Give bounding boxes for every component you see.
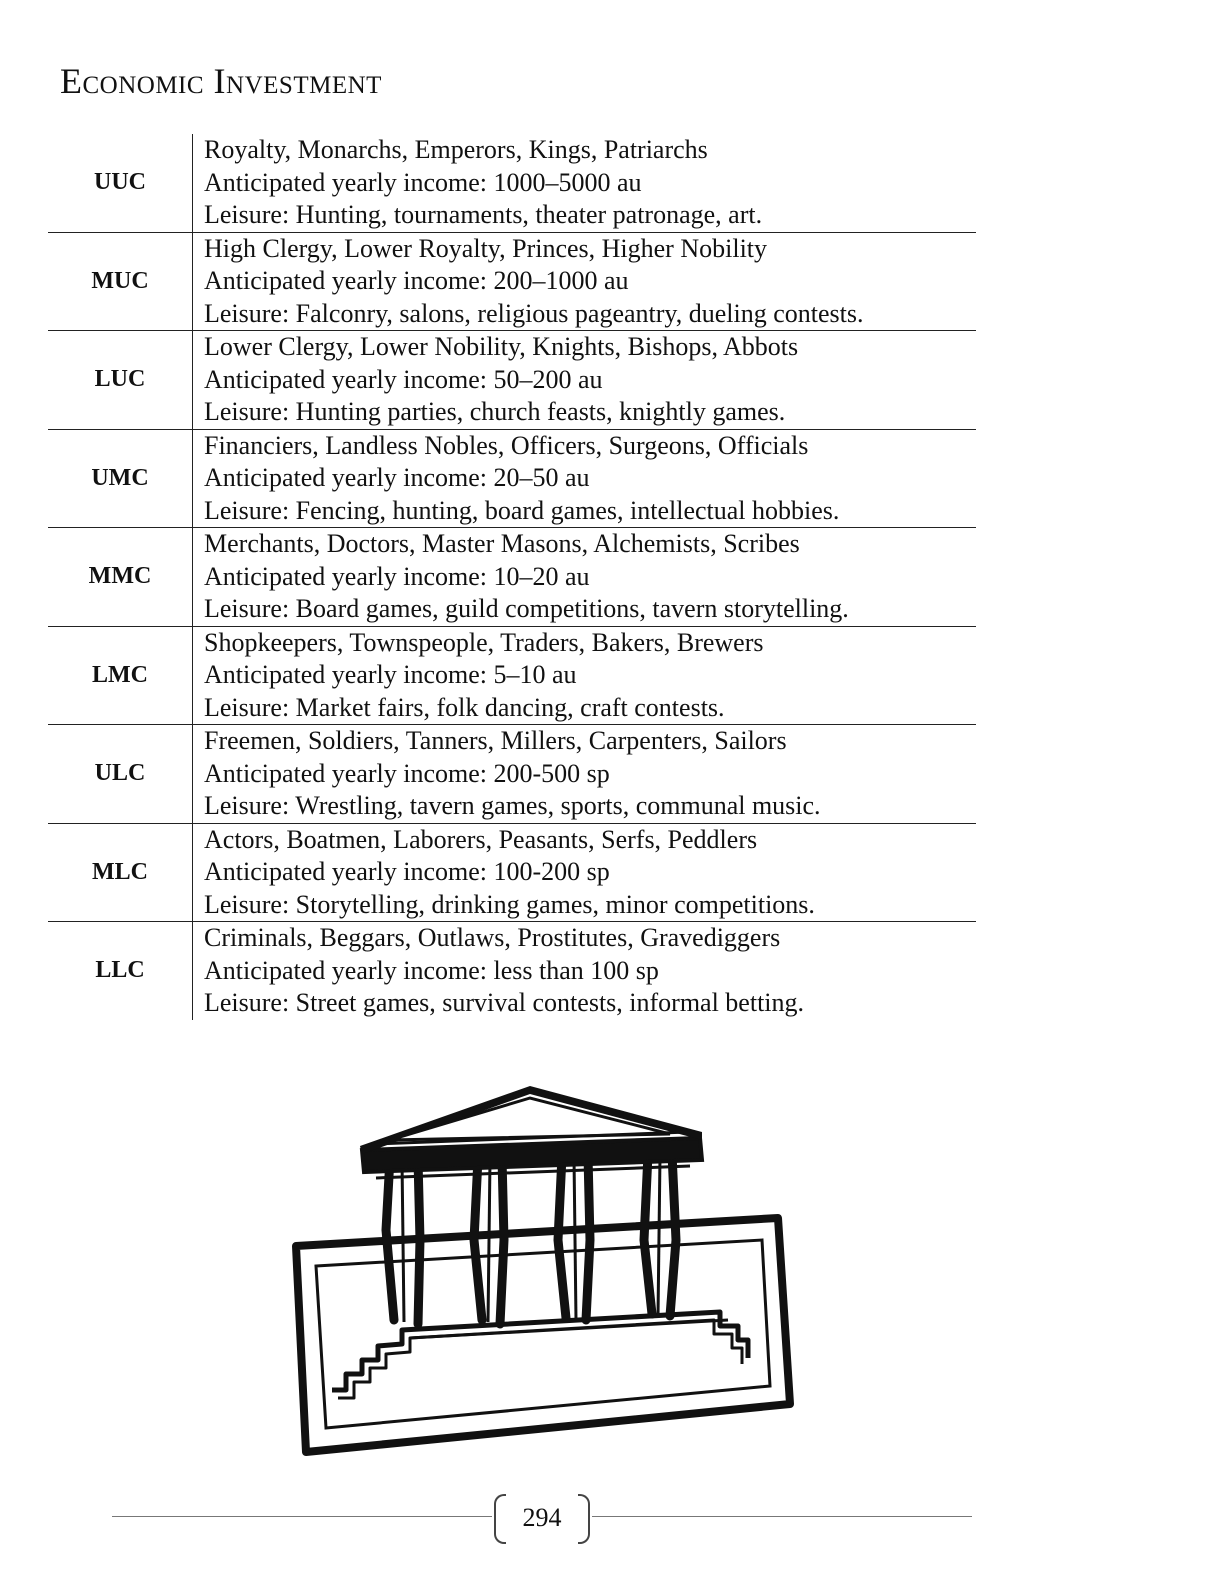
- table-row: [48, 232, 976, 331]
- class-leisure: Leisure: Storytelling, drinking games, minor competitions.: [204, 889, 815, 919]
- page-number: 294: [522, 1503, 562, 1532]
- class-code: LUC: [48, 331, 193, 430]
- class-members: Actors, Boatmen, Laborers, Peasants, Serfs, Peddlers: [204, 824, 758, 854]
- class-description: [193, 429, 977, 528]
- class-income: Anticipated yearly income: 50–200 au: [204, 364, 603, 394]
- class-code: UMC: [48, 429, 193, 528]
- class-income: Anticipated yearly income: 200–1000 au: [204, 266, 629, 295]
- class-members: Merchants, Doctors, Master Masons, Alchemists, Scribes: [204, 529, 800, 558]
- class-members: Financiers, Landless Nobles, Officers, Surgeons, Officials: [204, 430, 809, 460]
- class-members: High Clergy, Lower Royalty, Princes, Higher Nobility: [204, 233, 768, 263]
- table-row: [48, 922, 976, 1020]
- bank-temple-icon: [290, 1080, 810, 1460]
- class-income: Anticipated yearly income: 10–20 au: [204, 561, 590, 591]
- class-description: [193, 626, 977, 725]
- table-row: [48, 331, 976, 430]
- class-description: [193, 331, 977, 430]
- class-code: UUC: [48, 134, 193, 232]
- class-leisure: Leisure: Hunting parties, church feasts, knightly games.: [204, 397, 786, 426]
- class-leisure: Leisure: Market fairs, folk dancing, craft contests.: [204, 692, 725, 722]
- class-leisure: Leisure: Street games, survival contests, informal betting.: [204, 988, 805, 1017]
- class-income: Anticipated yearly income: 20–50 au: [204, 463, 590, 492]
- class-code: MMC: [48, 528, 193, 627]
- footer-divider-left: [112, 1516, 492, 1517]
- table-row: [48, 626, 976, 725]
- class-leisure: Leisure: Wrestling, tavern games, sports, communal music.: [204, 791, 821, 820]
- table-row: [48, 528, 976, 627]
- table-row: [48, 823, 976, 922]
- class-income: Anticipated yearly income: less than 100 sp: [204, 955, 659, 985]
- class-members: Freemen, Soldiers, Tanners, Millers, Carpenters, Sailors: [204, 726, 787, 755]
- page-title: Economic Investment: [60, 61, 382, 101]
- class-description: [193, 232, 977, 331]
- class-description: [193, 725, 977, 824]
- footer-divider-right: [592, 1516, 972, 1517]
- class-leisure: Leisure: Board games, guild competitions, tavern storytelling.: [204, 594, 849, 623]
- class-leisure: Leisure: Fencing, hunting, board games, intellectual hobbies.: [204, 495, 840, 525]
- class-income: Anticipated yearly income: 1000–5000 au: [204, 167, 642, 197]
- class-code: LLC: [48, 922, 193, 1020]
- class-income: Anticipated yearly income: 5–10 au: [204, 660, 577, 689]
- class-description: [193, 823, 977, 922]
- social-class-table: [48, 134, 976, 1020]
- class-members: Shopkeepers, Townspeople, Traders, Bakers, Brewers: [204, 627, 764, 657]
- class-code: MUC: [48, 232, 193, 331]
- class-income: Anticipated yearly income: 200-500 sp: [204, 758, 610, 788]
- class-code: ULC: [48, 725, 193, 824]
- class-members: Lower Clergy, Lower Nobility, Knights, Bishops, Abbots: [204, 332, 799, 361]
- table-row: [48, 725, 976, 824]
- class-description: [193, 528, 977, 627]
- class-code: MLC: [48, 823, 193, 922]
- class-description: [193, 922, 977, 1020]
- class-members: Royalty, Monarchs, Emperors, Kings, Patriarchs: [204, 135, 708, 164]
- class-code: LMC: [48, 626, 193, 725]
- class-income: Anticipated yearly income: 100-200 sp: [204, 857, 610, 886]
- class-description: [193, 134, 977, 232]
- table-row: [48, 429, 976, 528]
- table-row: [48, 134, 976, 232]
- class-leisure: Leisure: Hunting, tournaments, theater patronage, art.: [204, 200, 763, 229]
- class-members: Criminals, Beggars, Outlaws, Prostitutes, Gravediggers: [204, 923, 781, 952]
- class-leisure: Leisure: Falconry, salons, religious pageantry, dueling contests.: [204, 298, 864, 328]
